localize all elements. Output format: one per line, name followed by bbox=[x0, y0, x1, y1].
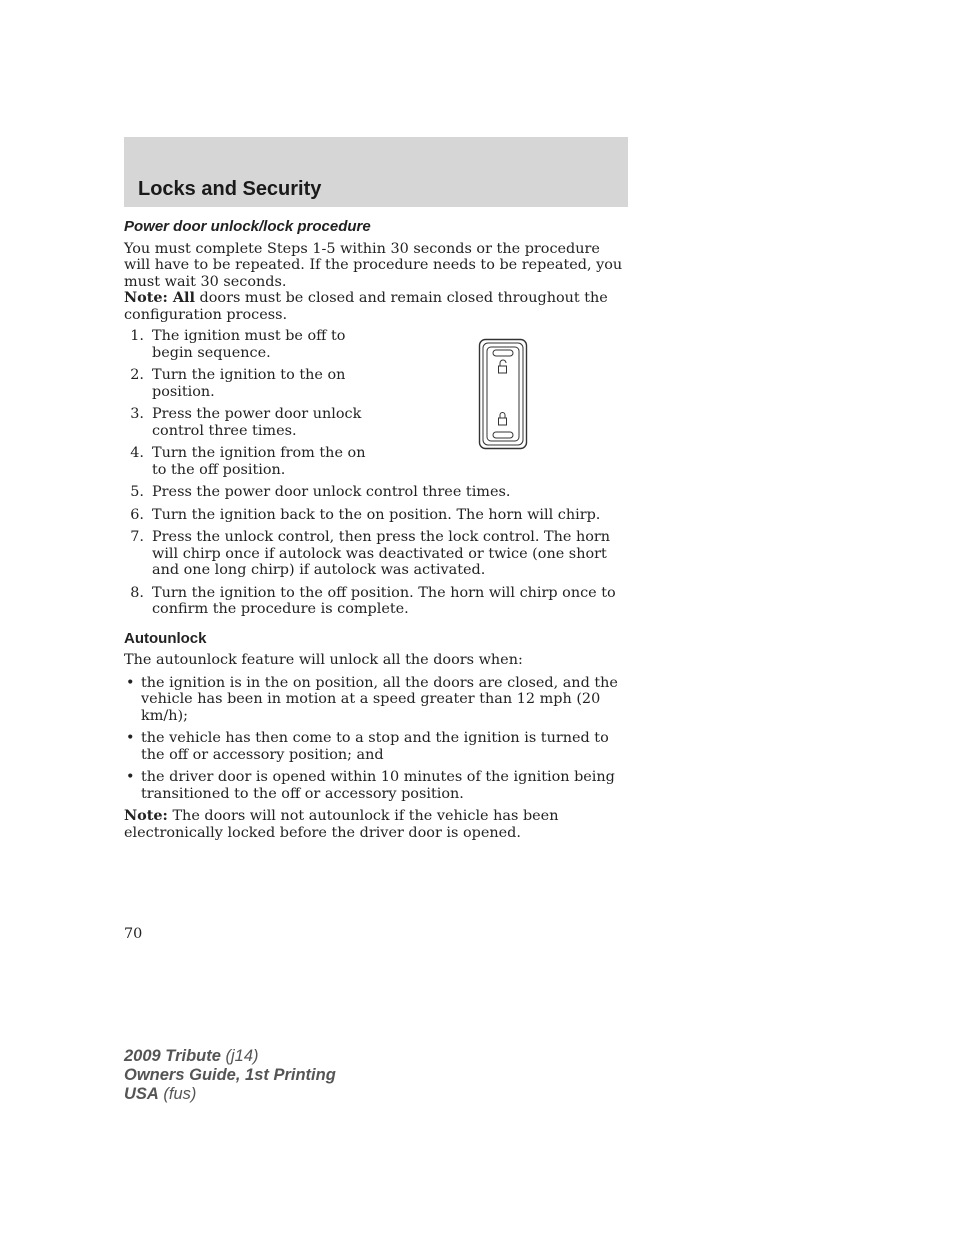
step-text: Press the power door unlock control three times. bbox=[152, 406, 362, 439]
step-item bbox=[124, 484, 628, 501]
step-number: 5. bbox=[130, 484, 144, 500]
step-item bbox=[124, 585, 628, 618]
step-number: 4. bbox=[130, 445, 144, 461]
step-text: Press the power door unlock control three times. bbox=[152, 484, 511, 500]
page-title: Locks and Security bbox=[138, 178, 322, 200]
document-footer bbox=[124, 1047, 336, 1104]
unlock-icon bbox=[499, 360, 507, 373]
footer-region-code: (fus) bbox=[158, 1085, 197, 1103]
step-item bbox=[124, 445, 382, 478]
step-item bbox=[124, 406, 382, 439]
step-text: Turn the ignition to the on position. bbox=[152, 367, 346, 400]
autounlock-conditions bbox=[124, 675, 628, 803]
page-number: 70 bbox=[124, 926, 143, 942]
section-heading-autounlock: Autounlock bbox=[124, 629, 207, 647]
footer-model: 2009 Tribute bbox=[124, 1047, 221, 1065]
step-text: Turn the ignition to the off position. The horn will chirp once to confirm the procedure is complete. bbox=[152, 584, 616, 617]
step-number: 7. bbox=[130, 529, 144, 545]
step-item bbox=[124, 529, 628, 579]
footer-guide: Owners Guide, 1st Printing bbox=[124, 1066, 336, 1084]
note-text: doors must be closed and remain closed throughout the configuration process. bbox=[124, 290, 608, 323]
step-text: Press the unlock control, then press the lock control. The horn will chirp once if autolock was deactivated or twice (one short and one long chirp) if autolock was activated. bbox=[152, 529, 611, 578]
note-text: The doors will not autounlock if the vehicle has been electronically locked before the driver door is opened. bbox=[124, 808, 559, 841]
step-number: 2. bbox=[130, 367, 144, 383]
autounlock-intro: The autounlock feature will unlock all the doors when: bbox=[124, 652, 523, 668]
steps-list bbox=[124, 328, 628, 618]
step-number: 3. bbox=[130, 406, 144, 422]
autounlock-note bbox=[124, 808, 628, 841]
step-item bbox=[124, 367, 382, 400]
header-bar bbox=[124, 137, 628, 207]
step-number: 6. bbox=[130, 506, 144, 523]
power-door-lock-switch-illustration bbox=[478, 338, 528, 450]
note-label: Note: bbox=[124, 807, 168, 824]
step-number: 8. bbox=[130, 584, 144, 601]
footer-region: USA bbox=[124, 1085, 159, 1103]
content bbox=[124, 219, 628, 841]
step-text: Turn the ignition from the on to the off position. bbox=[152, 445, 366, 478]
intro-paragraph: You must complete Steps 1-5 within 30 seconds or the procedure will have to be repeated. If the procedure needs to be repeated, you must wait 30 seconds. bbox=[124, 240, 623, 290]
lock-icon bbox=[499, 413, 507, 426]
note-paragraph bbox=[124, 290, 628, 323]
footer-model-code: (j14) bbox=[220, 1047, 259, 1065]
step-number: 1. bbox=[130, 328, 144, 344]
note-label: Note: All bbox=[124, 289, 195, 306]
step-text: The ignition must be off to begin sequence. bbox=[152, 328, 346, 361]
step-item bbox=[124, 328, 382, 361]
step-text: Turn the ignition back to the on position. The horn will chirp. bbox=[152, 506, 601, 523]
list-item: • the driver door is opened within 10 minutes of the ignition being transitioned to the off or accessory position. bbox=[124, 769, 628, 802]
section-heading-power-door: Power door unlock/lock procedure bbox=[124, 218, 371, 235]
list-item: • the ignition is in the on position, all the doors are closed, and the vehicle has been in motion at a speed greater than 12 mph (20 km/h); bbox=[124, 675, 628, 725]
step-item bbox=[124, 507, 628, 524]
list-item: • the vehicle has then come to a stop and the ignition is turned to the off or accessory position; and bbox=[124, 730, 628, 763]
